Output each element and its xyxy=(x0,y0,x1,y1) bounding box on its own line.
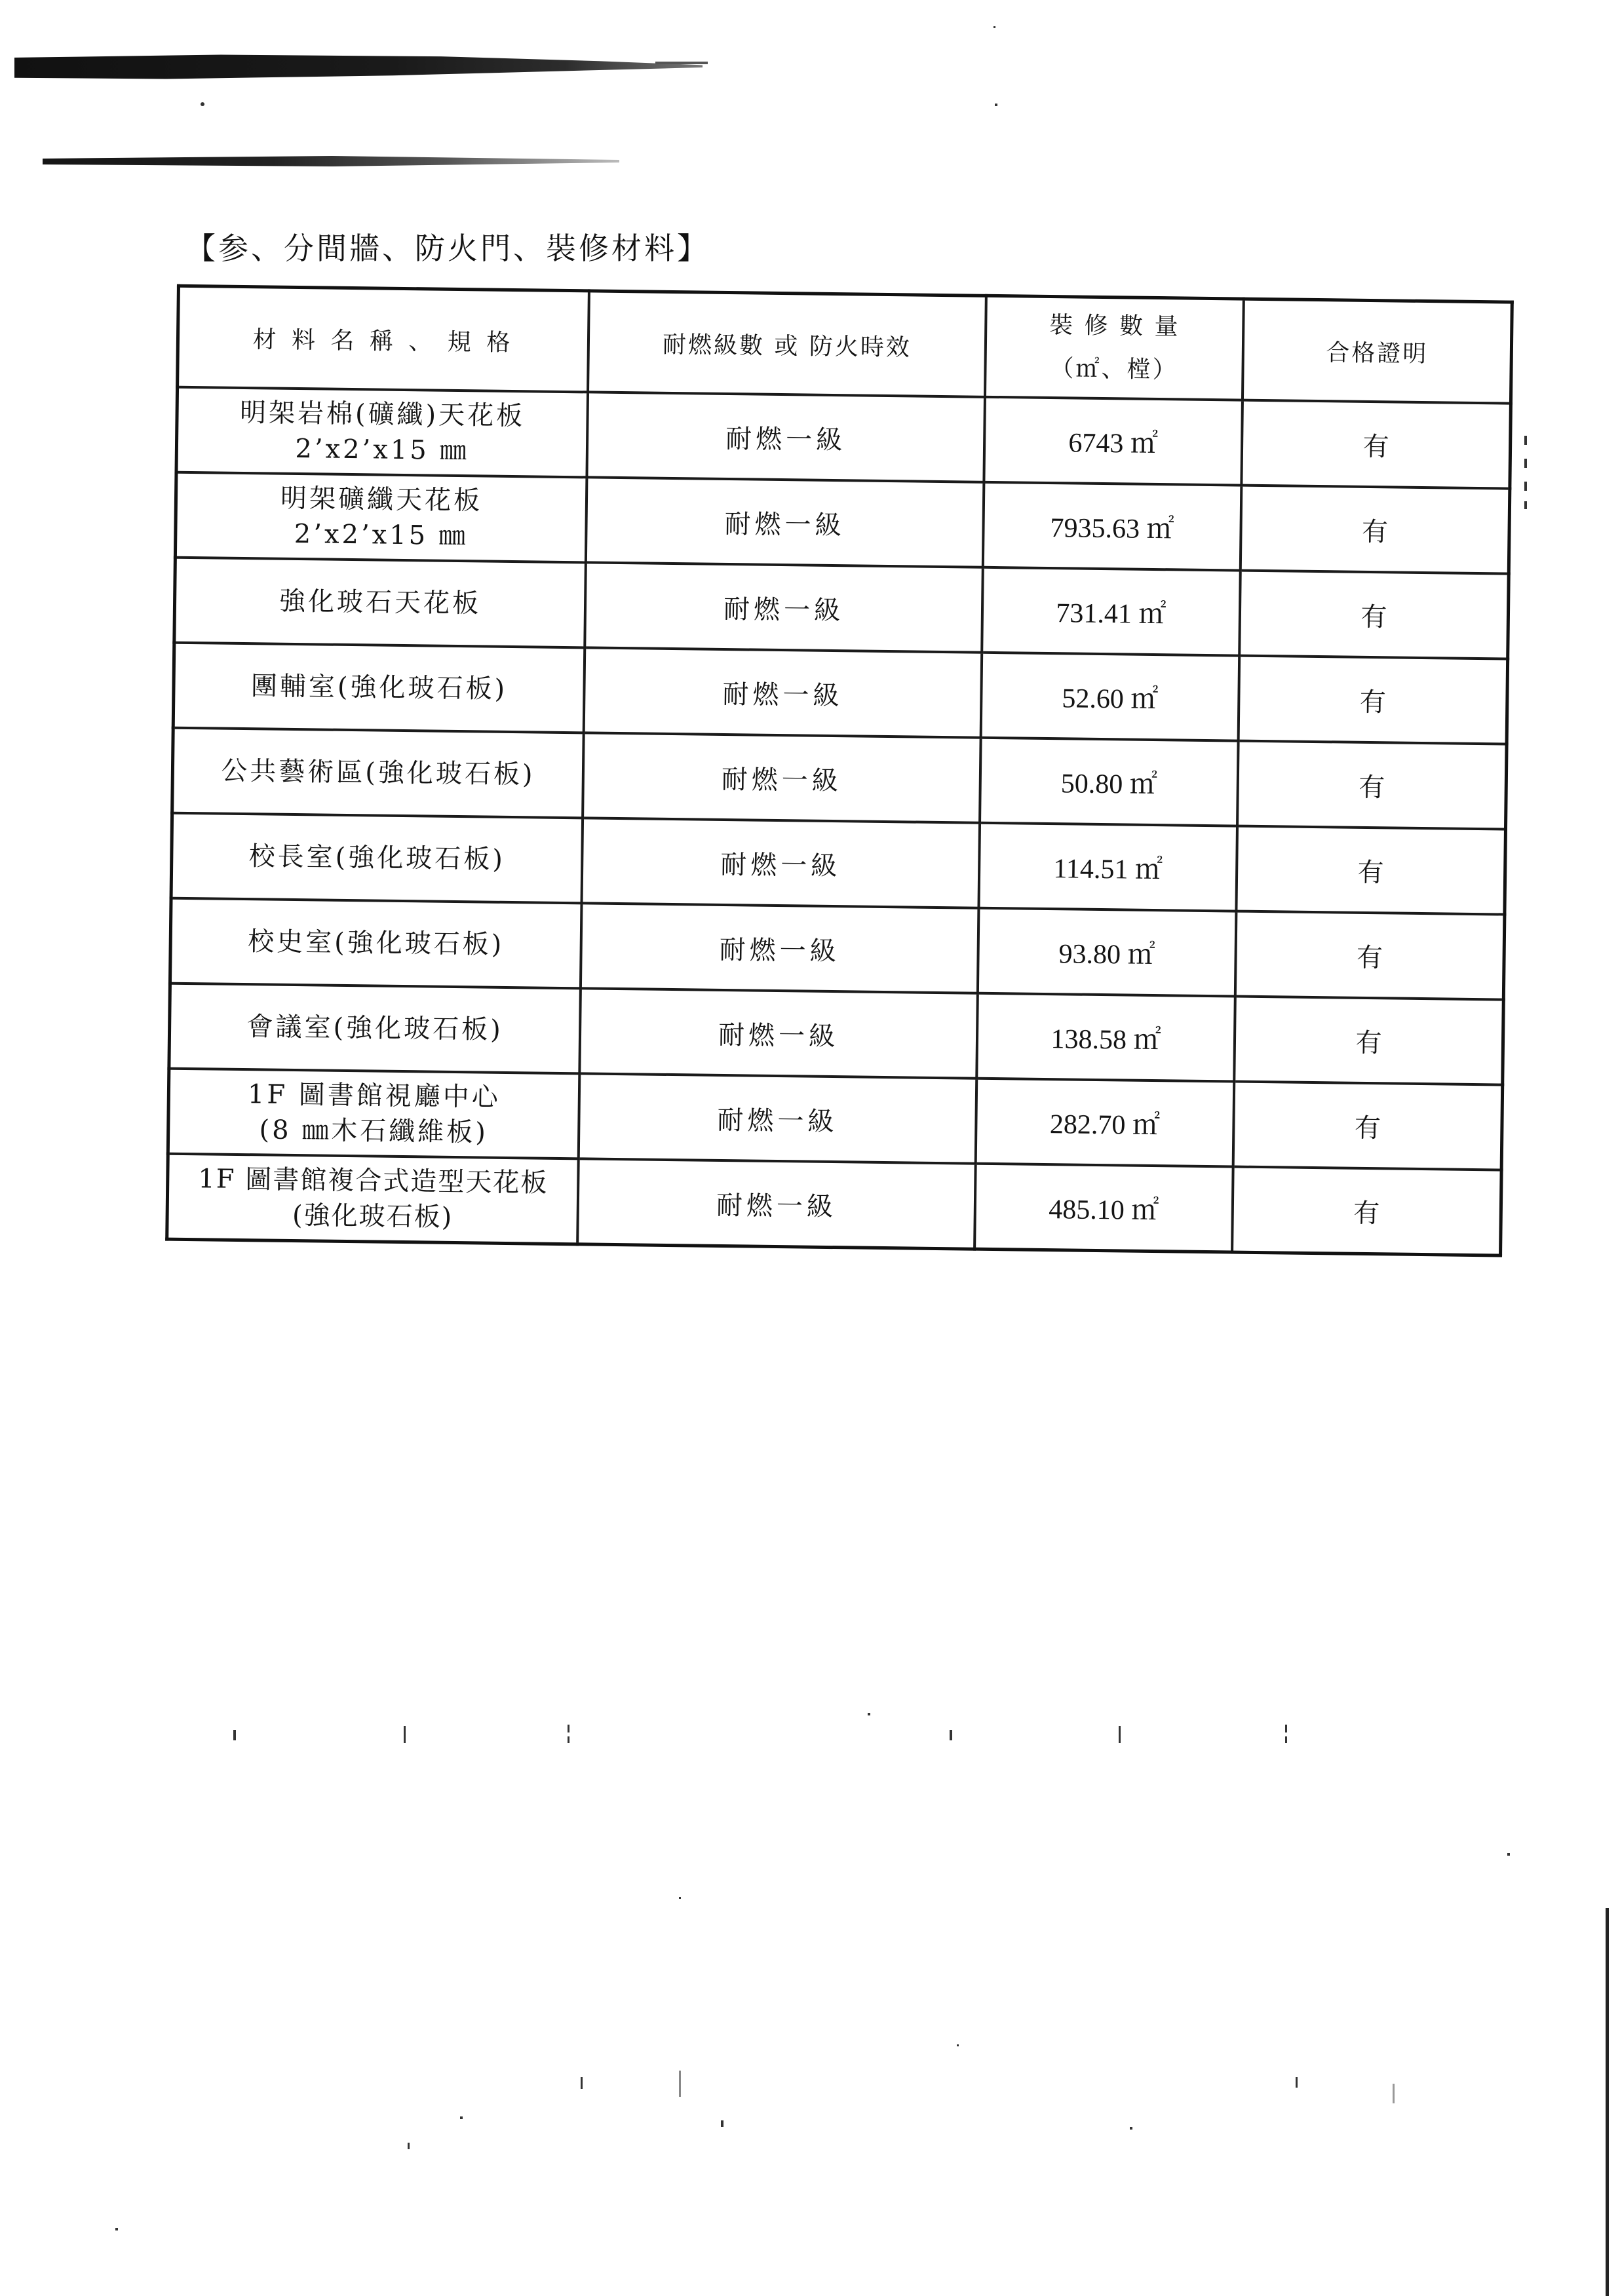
header-fire-rating-label: 耐燃級數 或 防火時效 xyxy=(662,331,912,361)
scan-ink-stroke xyxy=(655,62,708,64)
certificate-status: 有 xyxy=(1361,516,1389,547)
scan-ink-stroke xyxy=(43,155,619,168)
material-name-cell xyxy=(174,558,586,648)
material-name: 會議室(強化玻石板) xyxy=(246,1012,504,1045)
table-row xyxy=(174,558,1509,659)
quantity: 485.10 ㎡ xyxy=(1049,1195,1159,1227)
scan-speck xyxy=(1285,1725,1287,1732)
header-quantity-label: 裝 修 數 量 xyxy=(1049,311,1180,341)
material-name: 明架岩棉(礦纖)天花板 xyxy=(239,397,526,432)
material-name-cell xyxy=(168,1069,579,1159)
fire-rating-cell xyxy=(579,988,978,1078)
certificate-status: 有 xyxy=(1357,857,1384,888)
material-name-cell xyxy=(170,898,581,989)
scan-speck xyxy=(993,26,995,28)
fire-rating-cell xyxy=(581,818,980,908)
table-row xyxy=(172,728,1507,830)
scan-speck xyxy=(1130,2127,1132,2130)
table-row xyxy=(175,472,1509,574)
scan-speck xyxy=(868,1713,870,1715)
certificate-status: 有 xyxy=(1356,942,1383,973)
table-row xyxy=(171,813,1505,915)
material-name-cell xyxy=(167,1154,579,1244)
materials-table-wrapper xyxy=(165,284,1499,1257)
scan-speck xyxy=(1524,459,1527,468)
scan-speck xyxy=(1285,1736,1287,1743)
table-row xyxy=(168,1069,1502,1170)
quantity-cell xyxy=(983,482,1242,571)
fire-rating: 耐燃一級 xyxy=(717,1105,838,1137)
scan-speck xyxy=(581,2077,583,2089)
fire-rating-cell xyxy=(586,477,984,567)
certificate-status: 有 xyxy=(1358,772,1385,803)
scan-speck xyxy=(1524,501,1527,509)
header-certificate-label: 合格證明 xyxy=(1326,339,1429,368)
material-spec: 2’x2’x15 ㎜ xyxy=(294,518,469,552)
material-name: 公共藝術區(強化玻石板) xyxy=(221,756,535,790)
header-quantity xyxy=(985,296,1244,400)
scan-speck xyxy=(201,102,204,106)
quantity: 138.58 ㎡ xyxy=(1051,1024,1161,1056)
scan-speck xyxy=(1524,482,1527,491)
materials-table xyxy=(165,284,1514,1257)
material-name: 1F 圖書館複合式造型天花板 xyxy=(198,1164,549,1198)
scan-speck xyxy=(1119,1726,1121,1743)
fire-rating: 耐燃一級 xyxy=(722,679,843,711)
quantity-cell xyxy=(982,567,1241,656)
material-name-cell xyxy=(172,728,584,818)
quantity-cell xyxy=(980,738,1239,826)
certificate-cell xyxy=(1239,571,1509,659)
scan-speck xyxy=(568,1736,569,1743)
fire-rating: 耐燃一級 xyxy=(723,594,845,626)
table-row xyxy=(169,984,1503,1085)
scan-speck xyxy=(1296,2077,1298,2088)
fire-rating-cell xyxy=(583,733,981,822)
section-heading: 【参、分間牆、防火門、裝修材料】 xyxy=(185,231,710,266)
material-name: 強化玻石天花板 xyxy=(279,586,482,619)
quantity: 114.51 ㎡ xyxy=(1053,854,1163,886)
material-spec: (8 ㎜木石纖維板) xyxy=(259,1115,489,1148)
fire-rating-cell xyxy=(585,562,983,652)
certificate-cell xyxy=(1235,911,1505,1000)
material-name: 校長室(強化玻石板) xyxy=(248,841,506,875)
certificate-cell xyxy=(1239,656,1508,744)
material-name-cell xyxy=(175,472,587,563)
certificate-cell xyxy=(1236,826,1505,915)
fire-rating: 耐燃一級 xyxy=(721,764,843,796)
fire-rating-cell xyxy=(587,392,985,482)
scan-speck xyxy=(950,1730,952,1740)
material-spec: (強化玻石板) xyxy=(292,1200,453,1233)
quantity: 282.70 ㎡ xyxy=(1049,1109,1161,1141)
quantity: 6743 ㎡ xyxy=(1068,428,1159,460)
fire-rating: 耐燃一級 xyxy=(718,1020,839,1052)
quantity: 731.41 ㎡ xyxy=(1056,598,1167,630)
scan-speck xyxy=(1393,2084,1395,2103)
scan-ink-stroke xyxy=(14,52,703,81)
quantity-cell xyxy=(976,1079,1235,1167)
fire-rating-cell xyxy=(581,903,979,993)
quantity: 93.80 ㎡ xyxy=(1058,939,1155,971)
scan-speck xyxy=(1507,1853,1510,1856)
header-quantity-unit: （㎡、樘） xyxy=(1050,355,1178,384)
scan-speck xyxy=(404,1726,406,1743)
scan-speck xyxy=(408,2143,410,2149)
scan-speck xyxy=(568,1725,569,1732)
header-certificate xyxy=(1243,299,1512,403)
certificate-cell xyxy=(1237,741,1507,830)
certificate-cell xyxy=(1241,486,1510,574)
fire-rating: 耐燃一級 xyxy=(725,423,847,455)
scan-speck xyxy=(721,2120,723,2127)
certificate-cell xyxy=(1241,400,1511,489)
quantity: 7935.63 ㎡ xyxy=(1050,513,1174,545)
material-name: 校史室(強化玻石板) xyxy=(247,927,505,960)
certificate-status: 有 xyxy=(1362,431,1389,462)
fire-rating: 耐燃一級 xyxy=(724,508,845,541)
scan-speck xyxy=(1606,1908,1609,2296)
certificate-status: 有 xyxy=(1355,1027,1382,1058)
header-fire-rating xyxy=(588,291,986,397)
scan-speck xyxy=(679,2071,681,2097)
table-row xyxy=(170,898,1504,1000)
fire-rating: 耐燃一級 xyxy=(716,1190,838,1222)
material-name-cell xyxy=(176,387,588,478)
fire-rating-cell xyxy=(584,647,982,737)
material-name: 團輔室(強化玻石板) xyxy=(250,671,508,704)
table-row xyxy=(167,1154,1501,1255)
material-name: 明架礦纖天花板 xyxy=(280,483,483,516)
certificate-status: 有 xyxy=(1353,1198,1380,1229)
fire-rating: 耐燃一級 xyxy=(720,849,841,881)
certificate-status: 有 xyxy=(1360,602,1387,632)
fire-rating-cell xyxy=(577,1158,976,1249)
quantity: 52.60 ㎡ xyxy=(1062,683,1159,716)
scan-speck xyxy=(115,2228,118,2230)
material-name-cell xyxy=(173,643,585,733)
material-name: 1F 圖書館視廳中心 xyxy=(247,1079,501,1113)
header-material-name-label: 材 料 名 稱 、 規 格 xyxy=(252,326,514,356)
material-name-cell xyxy=(171,813,583,904)
material-name-cell xyxy=(169,984,581,1074)
header-material-name xyxy=(178,286,589,392)
scan-speck xyxy=(957,2044,959,2046)
certificate-cell xyxy=(1234,997,1503,1085)
table-row xyxy=(176,387,1511,489)
quantity-cell xyxy=(984,397,1243,486)
quantity-cell xyxy=(981,653,1240,741)
quantity-cell xyxy=(978,908,1237,997)
fire-rating-cell xyxy=(579,1073,977,1163)
material-spec: 2’x2’x15 ㎜ xyxy=(295,433,469,467)
quantity-cell xyxy=(976,993,1235,1082)
quantity-cell xyxy=(978,823,1237,911)
certificate-cell xyxy=(1232,1167,1501,1255)
scan-speck xyxy=(679,1897,681,1899)
certificate-status: 有 xyxy=(1354,1113,1381,1143)
quantity: 50.80 ㎡ xyxy=(1060,769,1158,801)
scan-speck xyxy=(995,104,997,106)
certificate-status: 有 xyxy=(1359,687,1387,718)
fire-rating: 耐燃一級 xyxy=(719,934,840,966)
quantity-cell xyxy=(974,1164,1233,1252)
scan-speck xyxy=(460,2116,463,2119)
scan-speck xyxy=(233,1730,236,1740)
certificate-cell xyxy=(1233,1082,1503,1170)
table-header-row xyxy=(178,286,1513,403)
scan-speck xyxy=(1524,436,1527,445)
table-row xyxy=(173,643,1507,744)
